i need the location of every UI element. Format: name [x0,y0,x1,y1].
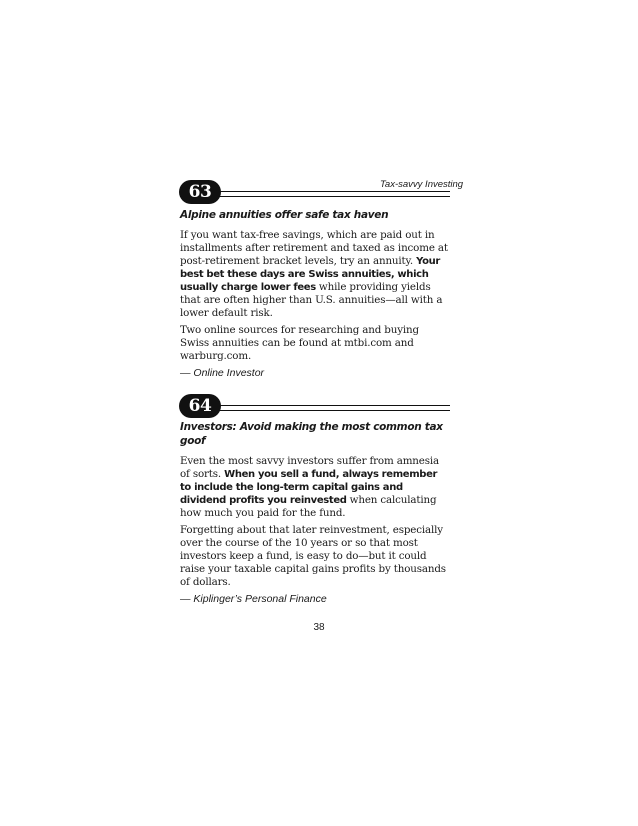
tip-64 [180,390,450,606]
tip-paragraph [180,229,450,320]
emphasized-text: Your best bet these days are Swiss annuities, which usually charge lower fees [180,256,440,293]
tip-title: Investors: Avoid making the most common tax goof [180,421,443,447]
tip-paragraph [180,524,450,589]
paragraph-text: while providing yields that are often higher than U.S. annuities—all with a lower default risk. [180,281,443,319]
paragraph-text: Two online sources for researching and buying Swiss annuities can be found at mtbi.com and warburg.com. [180,324,419,362]
tip-number-badge: 64 [179,394,221,418]
running-header: Tax-savvy Investing [380,179,464,190]
tip-paragraph [180,324,450,363]
page-number: 38 [313,622,325,633]
tip-title: Alpine annuities offer safe tax haven [180,209,389,221]
paragraph-text: when calculating how much you paid for the fund. [180,494,437,519]
paragraph-text: If you want tax-free savings, which are paid out in installments after retirement and taxed as income at post-retirement bracket levels, try an annuity. [180,229,448,267]
tip-number-badge: 63 [179,180,221,204]
paragraph-text: Even the most savvy investors suffer from amnesia of sorts. [180,455,440,480]
tip-paragraph [180,455,450,520]
tip-source: — Online Investor [180,367,265,379]
emphasized-text: When you sell a fund, always remember to include the long-term capital gains and dividend profits you reinvested [180,469,438,506]
tip-banner [180,176,464,206]
paragraph-text: Forgetting about that later reinvestment, especially over the course of the 10 years or so that most investors keep a fund, is easy to do—but it could raise your taxable capital gains profits by thousands of dollars. [180,524,446,588]
tip-source: — Kiplinger’s Personal Finance [180,593,327,605]
tip-63 [180,176,464,380]
tip-banner [180,390,450,420]
